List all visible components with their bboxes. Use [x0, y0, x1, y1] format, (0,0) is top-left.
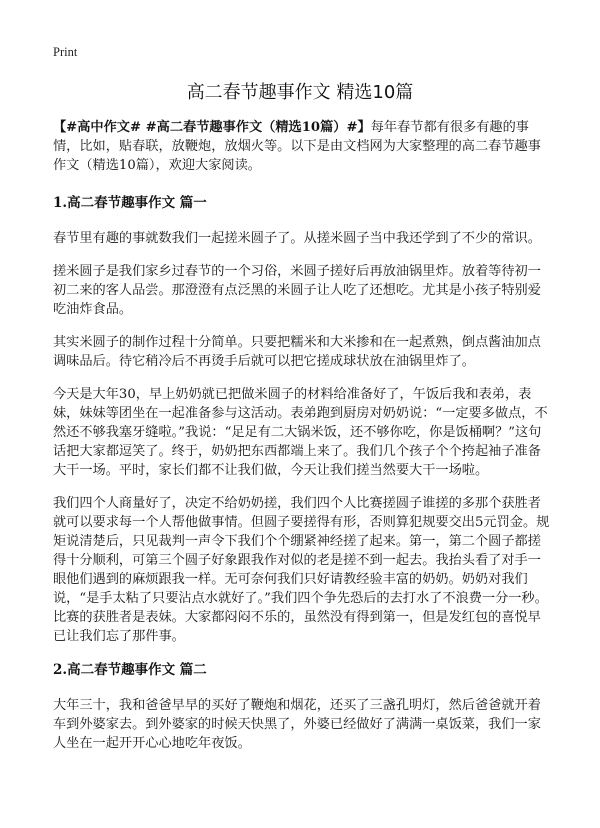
paragraph: 我们四个人商量好了，决定不给奶奶搓，我们四个人比赛搓圆子谁搓的多那个获胜者就可以要求每一个人帮他做事情。但圆子要搓得有形，否则算犯规要交出5元罚金。规矩说清楚后，只见裁判一声令下我们个个绷紧神经搓了起来。第一，第二个圆子都搓得十分顺利，可第三个圆子好象跟我作对似的老是搓不到一起去。我抬头看了对手一眼他们遇到的麻烦跟我一样。无可奈何我们只好请教经验丰富的奶奶。奶奶对我们说，“是手太粘了只要沾点水就好了。”我们四个争先恐后的去打水了不浪费一分一秒。比赛的获胜者是表妹。大家都闷闷不乐的，虽然没有得到第一，但是发红包的喜悦早已让我们忘了那件事。 [53, 496, 550, 644]
intro-paragraph [53, 118, 550, 175]
paragraph: 其实米圆子的制作过程十分简单。只要把糯米和大米掺和在一起煮熟，倒点酱油加点调味品后。待它稍冷后不再烫手后就可以把它搓成球状放在油锅里炸了。 [53, 335, 541, 369]
section-heading: 1.高二春节趣事作文 篇一 [53, 195, 207, 211]
paragraph: 搓米圆子是我们家乡过春节的一个习俗，米圆子搓好后再放油锅里炸。放着等待初一初二来的客人品尝。那澄澄有点泛黑的米圆子让人吃了还想吃。尤其是小孩子特别爱吃油炸食品。 [53, 264, 541, 317]
intro-tag: 【#高中作文# #高二春节趣事作文（精选10篇）#】 [53, 120, 371, 135]
article-body [53, 118, 550, 767]
paragraph: 大年三十，我和爸爸早早的买好了鞭炮和烟花，还买了三盏孔明灯，然后爸爸就开着车到外婆家去。到外婆家的时候天快黑了，外婆已经做好了满满一桌饭菜，我们一家人坐在一起开开心心地吃年夜饭。 [53, 698, 541, 751]
page-title: 高二春节趣事作文 精选10篇 [186, 82, 414, 103]
section-heading: 2.高二春节趣事作文 篇二 [53, 662, 207, 678]
paragraph: 春节里有趣的事就数我们一起搓米圆子了。从搓米圆子当中我还学到了不少的常识。 [53, 231, 541, 246]
paragraph: 今天是大年30，早上奶奶就已把做米圆子的材料给准备好了，午饭后我和表弟，表妹，妹妹等团坐在一起准备参与这活动。表弟跑到厨房对奶奶说：“一定要多做点，不然还不够我塞牙缝啦。”我说：“足足有二大锅米饭，还不够你吃，你是饭桶啊？”这句话把大家都逗笑了。终于，奶奶把东西都端上来了。我们几个孩子个个挎起袖子准备大干一场。平时，家长们都不让我们做，今天让我们搓当然要大干一场啦。 [53, 387, 548, 478]
print-link[interactable]: Print [53, 45, 78, 59]
intro-text: 每年春节都有很多有趣的事情，比如，贴春联，放鞭炮，放烟火等。以下是由文档网为大家整理的高二春节趣事作文（精选10篇），欢迎大家阅读。 [53, 120, 541, 173]
